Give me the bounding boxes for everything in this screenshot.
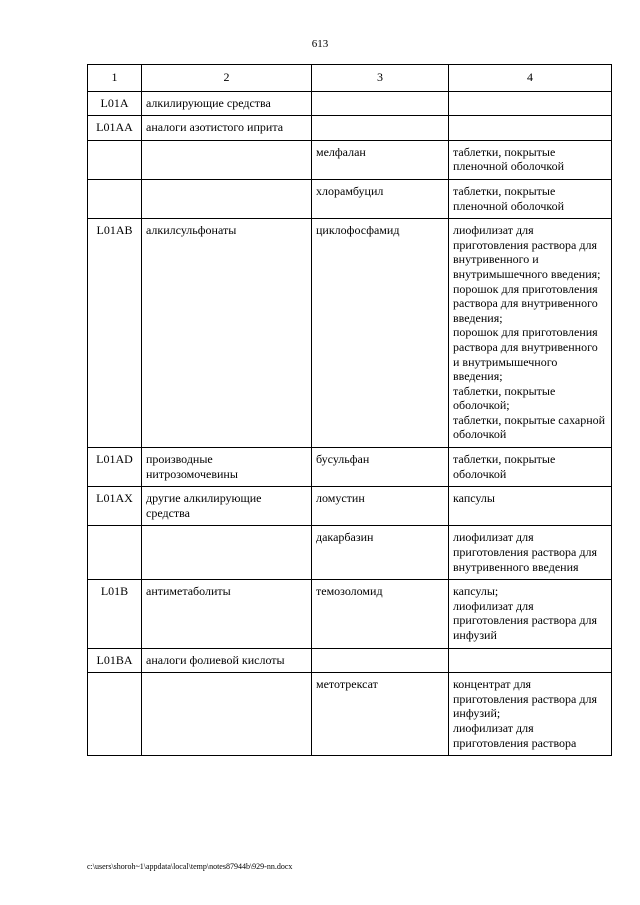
dosage-form-cell bbox=[449, 116, 612, 141]
group-cell: производные нитрозомочевины bbox=[142, 448, 312, 487]
drug-name-cell: ломустин bbox=[312, 487, 449, 526]
dosage-form-cell bbox=[449, 673, 612, 756]
table-row bbox=[88, 580, 612, 648]
dosage-form-line: порошок для приготовления раствора для внутривенного введения; bbox=[453, 281, 598, 325]
dosage-form-line: капсулы bbox=[453, 491, 495, 506]
drug-name-cell: бусульфан bbox=[312, 448, 449, 487]
atc-code-cell: L01AA bbox=[88, 116, 142, 141]
table-row bbox=[88, 648, 612, 673]
dosage-form-line: капсулы; bbox=[453, 584, 499, 599]
group-cell bbox=[142, 140, 312, 179]
table-row bbox=[88, 116, 612, 141]
drug-name-cell: мелфалан bbox=[312, 140, 449, 179]
table-row bbox=[88, 487, 612, 526]
table-row bbox=[88, 140, 612, 179]
dosage-form-cell bbox=[449, 487, 612, 526]
dosage-form-line: лиофилизат для приготовления раствора для внутривенного введения bbox=[453, 530, 597, 574]
dosage-form-cell bbox=[449, 448, 612, 487]
drug-name-cell: дакарбазин bbox=[312, 526, 449, 580]
dosage-form-line: лиофилизат для приготовления раствора для инфузий bbox=[453, 598, 597, 642]
group-cell: аналоги фолиевой кислоты bbox=[142, 648, 312, 673]
dosage-form-line: лиофилизат для приготовления раствора для внутривенного и внутримышечного введения; bbox=[453, 223, 601, 281]
group-cell bbox=[142, 526, 312, 580]
dosage-form-line: лиофилизат для приготовления раствора bbox=[453, 720, 577, 750]
dosage-form-line: таблетки, покрытые сахарной оболочкой bbox=[453, 412, 606, 442]
dosage-form-line: концентрат для приготовления раствора для инфузий; bbox=[453, 677, 597, 721]
group-cell: другие алкилирующие средства bbox=[142, 487, 312, 526]
dosage-form-line: порошок для приготовления раствора для внутривенного и внутримышечного введения; bbox=[453, 325, 598, 384]
drug-name-cell: темозоломид bbox=[312, 580, 449, 648]
drug-name-cell: циклофосфамид bbox=[312, 219, 449, 448]
dosage-form-cell bbox=[449, 580, 612, 648]
drug-name-cell: метотрексат bbox=[312, 673, 449, 756]
drug-name-cell bbox=[312, 648, 449, 673]
file-path-footer: c:\users\shoroh~1\appdata\local\temp\notes87944b\929-nn.docx bbox=[87, 862, 293, 871]
dosage-form-line: таблетки, покрытые пленочной оболочкой bbox=[453, 183, 565, 213]
table-row bbox=[88, 448, 612, 487]
atc-code-cell bbox=[88, 526, 142, 580]
dosage-form-line: таблетки, покрытые пленочной оболочкой bbox=[453, 144, 565, 174]
table-row bbox=[88, 91, 612, 116]
header-cell: 1 bbox=[88, 65, 142, 92]
header-cell: 3 bbox=[312, 65, 449, 92]
drug-name-cell: хлорамбуцил bbox=[312, 179, 449, 218]
group-cell bbox=[142, 673, 312, 756]
dosage-form-cell bbox=[449, 526, 612, 580]
group-cell bbox=[142, 179, 312, 218]
dosage-form-line: таблетки, покрытые оболочкой; bbox=[453, 383, 556, 413]
group-cell: антиметаболиты bbox=[142, 580, 312, 648]
atc-code-cell: L01B bbox=[88, 580, 142, 648]
table-row bbox=[88, 219, 612, 448]
drug-table bbox=[87, 64, 612, 756]
table-row bbox=[88, 526, 612, 580]
drug-name-cell bbox=[312, 91, 449, 116]
dosage-form-cell bbox=[449, 179, 612, 218]
group-cell: аналоги азотистого иприта bbox=[142, 116, 312, 141]
atc-code-cell: L01AX bbox=[88, 487, 142, 526]
group-cell: алкилсульфонаты bbox=[142, 219, 312, 448]
atc-code-cell: L01AB bbox=[88, 219, 142, 448]
atc-code-cell: L01A bbox=[88, 91, 142, 116]
atc-code-cell: L01AD bbox=[88, 448, 142, 487]
dosage-form-line: таблетки, покрытые оболочкой bbox=[453, 452, 556, 481]
header-cell: 2 bbox=[142, 65, 312, 92]
table-header-row bbox=[88, 65, 612, 92]
dosage-form-cell bbox=[449, 219, 612, 448]
atc-code-cell bbox=[88, 140, 142, 179]
dosage-form-cell bbox=[449, 91, 612, 116]
dosage-form-cell bbox=[449, 140, 612, 179]
atc-code-cell: L01BA bbox=[88, 648, 142, 673]
atc-code-cell bbox=[88, 673, 142, 756]
atc-code-cell bbox=[88, 179, 142, 218]
header-cell: 4 bbox=[449, 65, 612, 92]
table-row bbox=[88, 179, 612, 218]
dosage-form-cell bbox=[449, 648, 612, 673]
group-cell: алкилирующие средства bbox=[142, 91, 312, 116]
page-number: 613 bbox=[311, 38, 329, 50]
drug-name-cell bbox=[312, 116, 449, 141]
table-row bbox=[88, 673, 612, 756]
table-body bbox=[88, 65, 612, 756]
